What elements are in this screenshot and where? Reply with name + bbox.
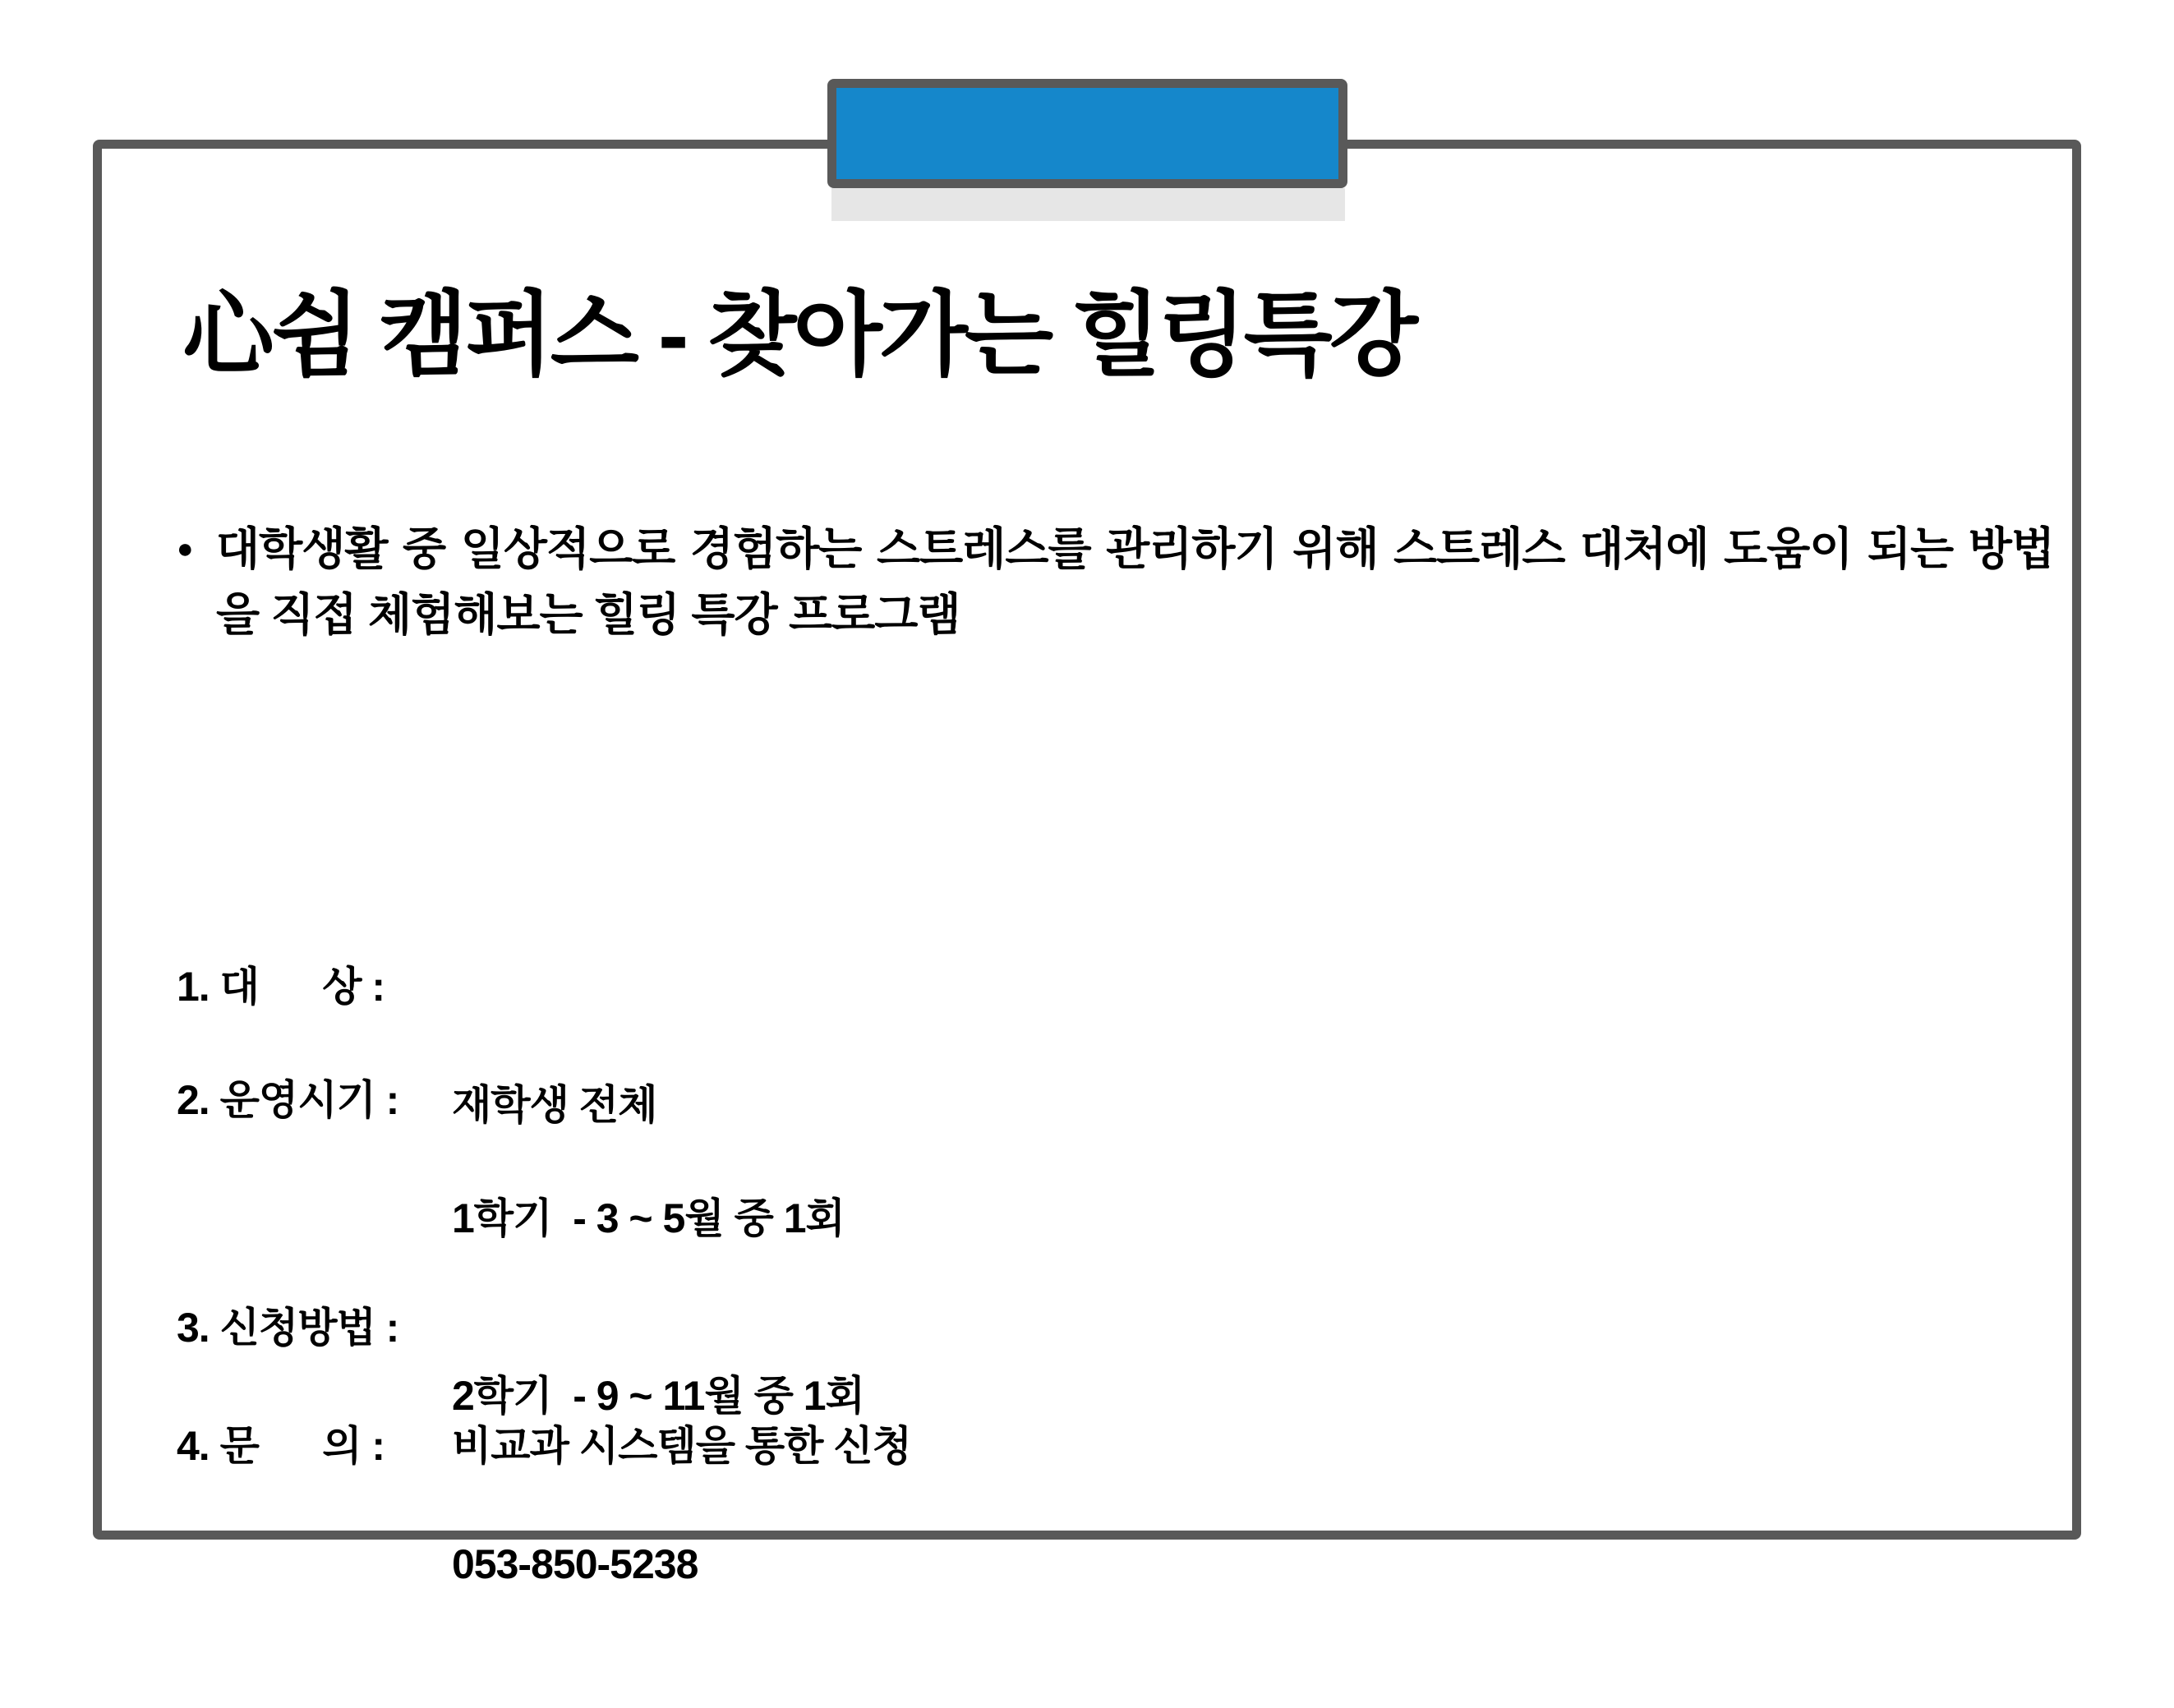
item-label: 3. 신청방법 : xyxy=(177,1305,399,1351)
intro-paragraph xyxy=(177,516,2054,647)
item-value: 1학기 - 3 ~ 5월 중 1회 xyxy=(452,1195,845,1241)
item-label: 4. 문 의 : xyxy=(177,1423,385,1469)
item-value-phone: 053-850-5238 xyxy=(452,1541,698,1587)
item-value: 2학기 - 9 ~ 11월 중 1회 xyxy=(452,1373,864,1419)
blue-header-tab xyxy=(827,79,1347,188)
intro-text: 대학생활 중 일상적으로 경험하는 스트레스를 관리하기 위해 스트레스 대처에 도움이 되는 방법을 직접 체험해보는 힐링 특강 프로그램 xyxy=(216,523,2054,640)
tab-shadow xyxy=(831,188,1345,221)
item-value: 비교과 시스템을 통한 신청 xyxy=(452,1423,911,1469)
item-value: 재학생 전체 xyxy=(452,1082,657,1128)
item-label: 2. 운영시기 : xyxy=(177,1077,399,1123)
item-label: 1. 대 상 : xyxy=(177,964,385,1010)
bullet-icon: ● xyxy=(177,533,194,564)
slide-title: 心쉼 캠퍼스 - 찾아가는 힐링특강 xyxy=(182,283,1416,386)
detail-item-contact xyxy=(177,1416,698,1708)
